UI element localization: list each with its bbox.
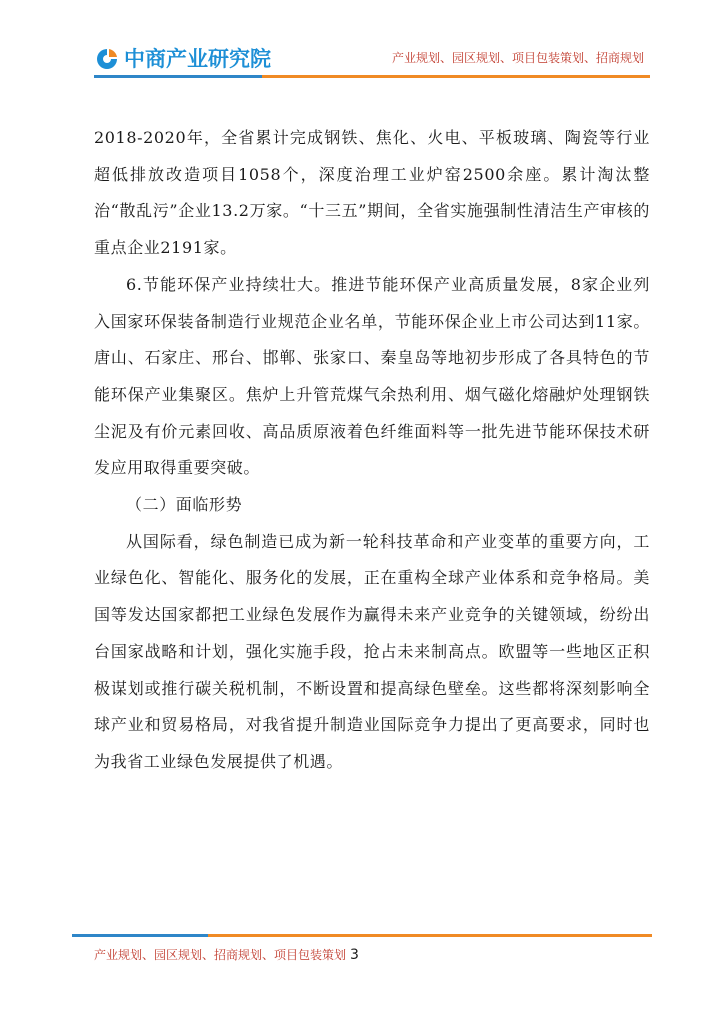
page-header (0, 0, 724, 90)
section-heading-situation: （二）面临形势 (126, 495, 243, 515)
logo-mark-icon (94, 46, 120, 72)
paragraph-energy-saving-industry: 6.节能环保产业持续壮大。推进节能环保产业高质量发展，8家企业列入国家环保装备制造行业规范企业名单，节能环保企业上市公司达到11家。唐山、石家庄、邢台、邯郸、张家口、秦皇岛等地初步形成了各具特色的节能环保产业集聚区。焦炉上升管荒煤气余热利用、烟气磁化熔融炉处理钢铁尘泥及有价元素回收、高品质原液着色纤维面料等一批先进节能环保技术研发应用取得重要突破。 (94, 274, 650, 478)
page-footer (94, 946, 359, 964)
document-body (94, 120, 650, 781)
footer-divider-orange (208, 934, 652, 937)
header-services: 产业规划、园区规划、项目包装策划、招商规划 (391, 51, 644, 65)
footer-divider-blue (72, 934, 208, 937)
paragraph-international-situation: 从国际看，绿色制造已成为新一轮科技革命和产业变革的重要方向，工业绿色化、智能化、服务化的发展，正在重构全球产业体系和竞争格局。美国等发达国家都把工业绿色发展作为赢得未来产业竞争的关键领域，纷纷出台国家战略和计划，强化实施手段，抢占未来制高点。欧盟等一些地区正积极谋划或推行碳关税机制，不断设置和提高绿色壁垒。这些都将深刻影响全球产业和贸易格局，对我省提升制造业国际竞争力提出了更高要求，同时也为我省工业绿色发展提供了机遇。 (94, 531, 650, 771)
header-divider-orange (262, 75, 650, 78)
page-number: 3 (350, 947, 359, 963)
logo-text: 中商产业研究院 (124, 47, 271, 71)
paragraph-emissions: 2018-2020年，全省累计完成钢铁、焦化、火电、平板玻璃、陶瓷等行业超低排放改造项目1058个，深度治理工业炉窑2500余座。累计淘汰整治“散乱污”企业13.2万家。“十三五”期间，全省实施强制性清洁生产审核的重点企业2191家。 (94, 128, 650, 258)
header-divider-blue (94, 75, 262, 78)
header-divider (94, 75, 650, 79)
footer-divider (72, 934, 652, 938)
footer-services: 产业规划、园区规划、招商规划、项目包装策划 (94, 948, 347, 962)
company-logo (94, 44, 271, 74)
